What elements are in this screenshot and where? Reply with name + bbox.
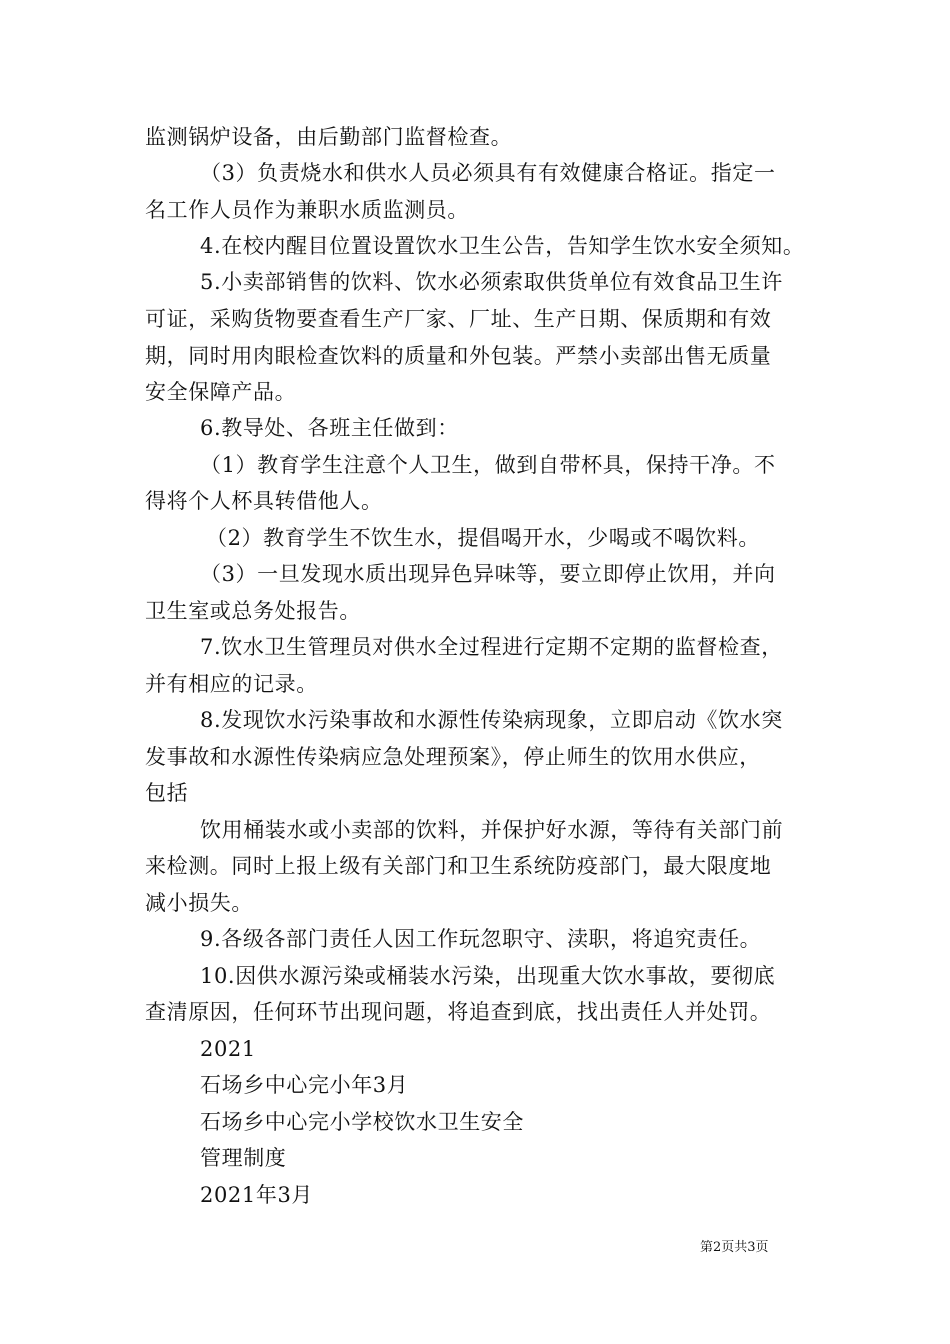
text-line: 8.发现饮水污染事故和水源性传染病现象，立即启动《饮水突 (200, 708, 783, 732)
text-line: 并有相应的记录。 (145, 672, 318, 696)
text-line: （3）一旦发现水质出现异色异味等，要立即停止饮用，并向 (200, 562, 776, 586)
text-line: 来检测。同时上报上级有关部门和卫生系统防疫部门，最大限度地 (145, 854, 772, 878)
text-line: 管理制度 (200, 1146, 287, 1170)
text-line: 包括 (145, 781, 189, 805)
text-line: 6.教导处、各班主任做到： (200, 416, 459, 440)
text-line: 5.小卖部销售的饮料、饮水必须索取供货单位有效食品卫生许 (200, 270, 783, 294)
text-line: （3）负责烧水和供水人员必须具有有效健康合格证。指定一 (200, 161, 776, 185)
text-line: （2）教育学生不饮生水，提倡喝开水，少喝或不喝饮料。 (206, 526, 760, 550)
text-line: 9.各级各部门责任人因工作玩忽职守、渎职，将追究责任。 (200, 927, 762, 951)
text-line: 卫生室或总务处报告。 (145, 599, 361, 623)
text-line: 安全保障产品。 (145, 380, 297, 404)
text-line: 饮用桶装水或小卖部的饮料，并保护好水源，等待有关部门前 (200, 818, 784, 842)
text-line: 7.饮水卫生管理员对供水全过程进行定期不定期的监督检查， (200, 635, 783, 659)
text-line: 可证，采购货物要查看生产厂家、厂址、生产日期、保质期和有效 (145, 307, 772, 331)
text-line: 石场乡中心完小年3月 (200, 1073, 409, 1097)
text-line: 监测锅炉设备，由后勤部门监督检查。 (145, 125, 513, 149)
text-line: 10.因供水源污染或桶装水污染，出现重大饮水事故，要彻底 (200, 964, 776, 988)
text-line: 查清原因，任何环节出现问题，将追查到底，找出责任人并处罚。 (145, 1000, 772, 1024)
text-line: 得将个人杯具转借他人。 (145, 489, 383, 513)
text-line: 2021年3月 (200, 1183, 314, 1207)
text-line: 名工作人员作为兼职水质监测员。 (145, 198, 469, 222)
page-indicator: 第2页共3页 (700, 1240, 769, 1255)
text-line: 2021 (200, 1037, 256, 1061)
text-line: （1）教育学生注意个人卫生，做到自带杯具，保持干净。不 (200, 453, 776, 477)
text-line: 发事故和水源性传染病应急处理预案》，停止师生的饮用水供应， (145, 745, 761, 769)
text-line: 石场乡中心完小学校饮水卫生安全 (200, 1110, 524, 1134)
text-line: 减小损失。 (145, 891, 253, 915)
text-line: 期，同时用肉眼检查饮料的质量和外包装。严禁小卖部出售无质量 (145, 344, 772, 368)
text-line: 4.在校内醒目位置设置饮水卫生公告，告知学生饮水安全须知。 (200, 234, 805, 258)
